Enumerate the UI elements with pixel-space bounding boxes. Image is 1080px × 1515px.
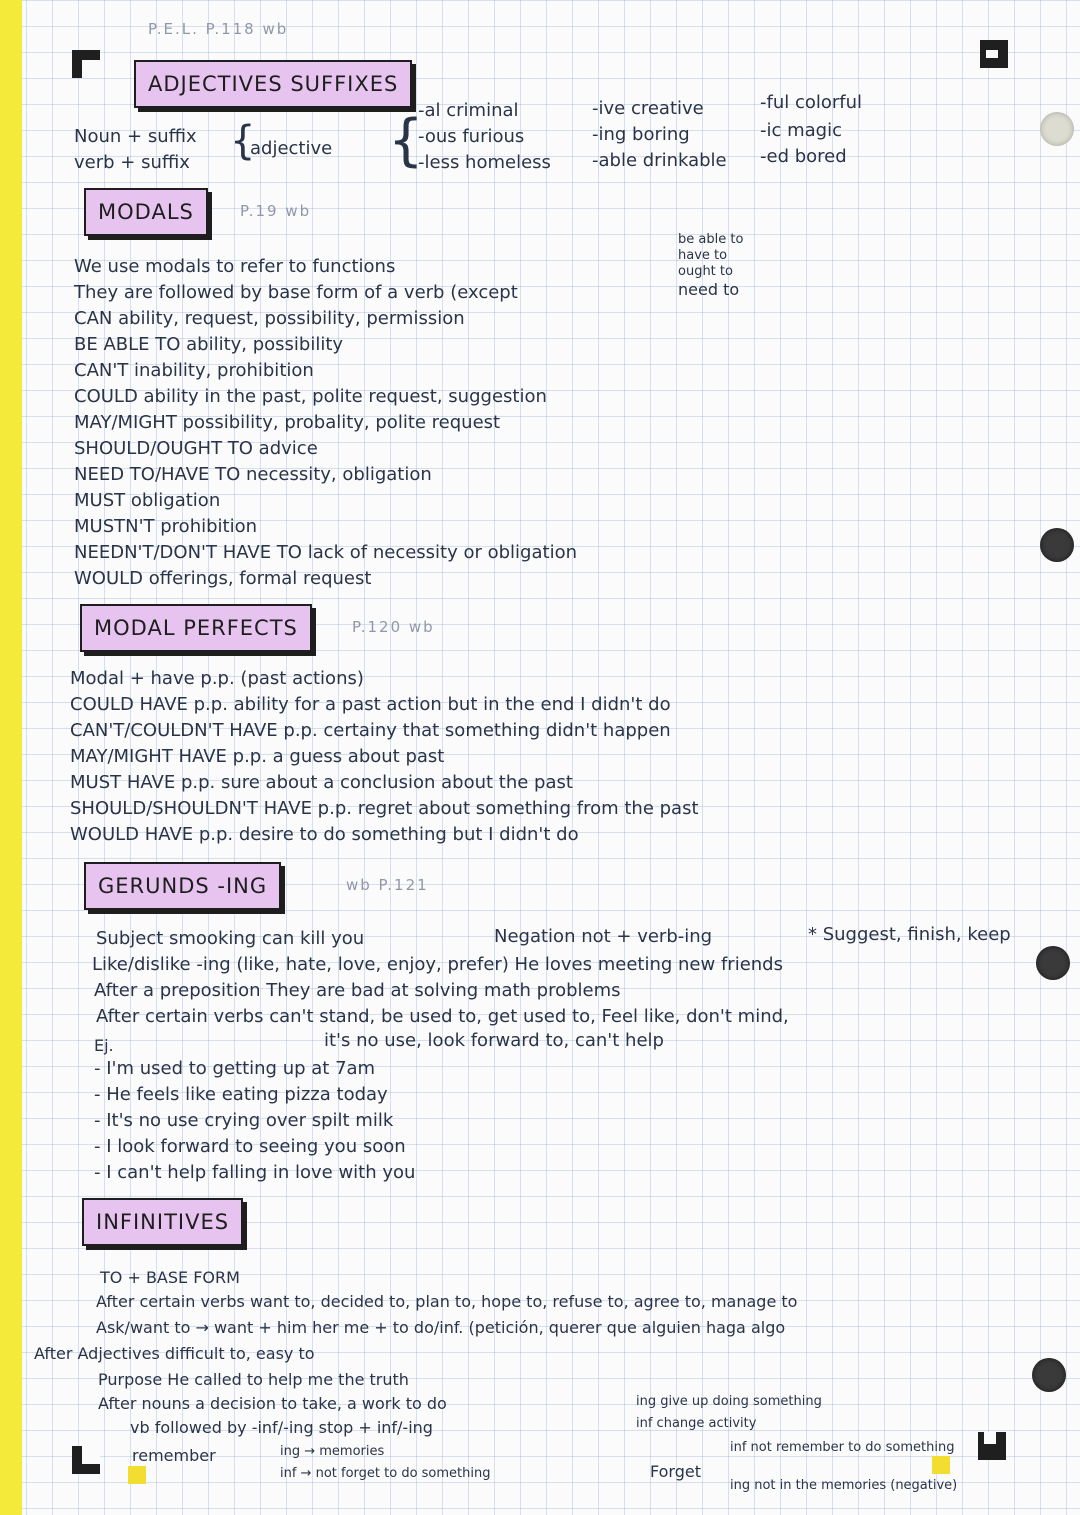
forget-option-ing: ing not in the memories (negative) bbox=[730, 1478, 958, 1493]
gerunds-heading: GERUNDS -ING bbox=[84, 862, 281, 910]
top-pencil-note: P.E.L. P.118 wb bbox=[148, 20, 289, 38]
suffix-col2-row2: -ing boring bbox=[592, 124, 690, 145]
suffix-col3-row1: -ful colorful bbox=[760, 92, 863, 113]
rule-brace: { bbox=[230, 118, 256, 164]
gerunds-example-1: - I'm used to getting up at 7am bbox=[94, 1058, 376, 1079]
gerunds-page-ref: wb P.121 bbox=[346, 876, 429, 894]
modal-perfects-line-7: WOULD HAVE p.p. desire to do something but I didn't do bbox=[70, 824, 579, 845]
modals-line-5: CAN'T inability, prohibition bbox=[74, 360, 314, 381]
suffix-rule-noun: Noun + suffix bbox=[74, 126, 197, 147]
modals-line-7: MAY/MIGHT possibility, probality, polite request bbox=[74, 412, 501, 433]
punch-hole-1 bbox=[1040, 112, 1074, 146]
punch-hole-4 bbox=[1032, 1358, 1066, 1392]
modals-line-6: COULD ability in the past, polite request, suggestion bbox=[74, 386, 547, 407]
modals-line-12: NEEDN'T/DON'T HAVE TO lack of necessity or obligation bbox=[74, 542, 577, 563]
infinitives-line-3: Ask/want to → want + him her me + to do/inf. (petición, querer que alguien haga algo bbox=[96, 1318, 786, 1337]
modals-line-2: They are followed by base form of a verb (except bbox=[74, 282, 518, 303]
modals-page-ref: P.19 wb bbox=[240, 202, 312, 220]
suffix-col1-row3: -less homeless bbox=[418, 152, 551, 173]
infinitives-line-2: After certain verbs want to, decided to, plan to, hope to, refuse to, agree to, manage to bbox=[96, 1292, 798, 1311]
infinitives-line-1: TO + BASE FORM bbox=[100, 1268, 240, 1287]
suffix-col1-row1: -al criminal bbox=[418, 100, 519, 121]
corner-mark-bottom-left bbox=[72, 1446, 100, 1474]
modal-exception-4: need to bbox=[678, 280, 740, 299]
punch-hole-2 bbox=[1040, 528, 1074, 562]
infinitives-line-6: After nouns a decision to take, a work to do bbox=[98, 1394, 447, 1413]
infinitives-heading: INFINITIVES bbox=[82, 1198, 243, 1246]
infinitives-line-8: remember bbox=[132, 1446, 216, 1465]
suffix-rule-verb: verb + suffix bbox=[74, 152, 190, 173]
modals-line-8: SHOULD/OUGHT TO advice bbox=[74, 438, 318, 459]
corner-mark-top-right bbox=[980, 40, 1008, 68]
yellow-sticker-left bbox=[128, 1466, 146, 1484]
modals-line-3: CAN ability, request, possibility, permission bbox=[74, 308, 465, 329]
gerunds-line-3: After certain verbs can't stand, be used to, get used to, Feel like, don't mind, bbox=[96, 1006, 789, 1027]
modals-line-10: MUST obligation bbox=[74, 490, 221, 511]
corner-mark-top-left bbox=[72, 50, 100, 78]
modal-perfects-line-6: SHOULD/SHOULDN'T HAVE p.p. regret about something from the past bbox=[70, 798, 699, 819]
suffix-col1-row2: -ous furious bbox=[418, 126, 525, 147]
forget-option-inf: inf not remember to do something bbox=[730, 1440, 955, 1455]
remember-option-ing: ing → memories bbox=[280, 1444, 385, 1459]
modals-line-13: WOULD offerings, formal request bbox=[74, 568, 372, 589]
gerunds-example-5: - I can't help falling in love with you bbox=[94, 1162, 416, 1183]
stop-option-ing: ing give up doing something bbox=[636, 1394, 822, 1409]
modal-perfects-line-2: COULD HAVE p.p. ability for a past action but in the end I didn't do bbox=[70, 694, 671, 715]
modal-perfects-line-4: MAY/MIGHT HAVE p.p. a guess about past bbox=[70, 746, 445, 767]
punch-hole-3 bbox=[1036, 946, 1070, 980]
modal-perfects-line-3: CAN'T/COULDN'T HAVE p.p. certainy that something didn't happen bbox=[70, 720, 671, 741]
suffix-col2-row3: -able drinkable bbox=[592, 150, 727, 171]
modals-line-9: NEED TO/HAVE TO necessity, obligation bbox=[74, 464, 432, 485]
gerunds-line-4: it's no use, look forward to, can't help bbox=[324, 1030, 664, 1051]
modal-exception-2: have to bbox=[678, 248, 728, 263]
modals-line-1: We use modals to refer to functions bbox=[74, 256, 396, 277]
modal-perfects-page-ref: P.120 wb bbox=[352, 618, 435, 636]
stop-option-inf: inf change activity bbox=[636, 1416, 757, 1431]
gerunds-subject: Subject smooking can kill you bbox=[96, 928, 365, 949]
suffix-col3-row2: -ic magic bbox=[760, 120, 843, 141]
modals-line-11: MUSTN'T prohibition bbox=[74, 516, 258, 537]
infinitives-line-5: Purpose He called to help me the truth bbox=[98, 1370, 409, 1389]
gerunds-line-2: After a preposition They are bad at solving math problems bbox=[94, 980, 621, 1001]
modal-exception-3: ought to bbox=[678, 264, 733, 279]
suffix-brace: { bbox=[388, 108, 424, 173]
modal-perfects-line-1: Modal + have p.p. (past actions) bbox=[70, 668, 364, 689]
gerunds-example-4: - I look forward to seeing you soon bbox=[94, 1136, 406, 1157]
modal-perfects-heading: MODAL PERFECTS bbox=[80, 604, 312, 652]
modal-exception-1: be able to bbox=[678, 232, 744, 247]
remember-option-inf: inf → not forget to do something bbox=[280, 1466, 491, 1481]
corner-mark-bottom-right bbox=[978, 1432, 1006, 1460]
margin-strip bbox=[0, 0, 22, 1515]
adjectives-suffixes-heading: ADJECTIVES SUFFIXES bbox=[134, 60, 412, 108]
suffix-col3-row3: -ed bored bbox=[760, 146, 847, 167]
modal-perfects-line-5: MUST HAVE p.p. sure about a conclusion about the past bbox=[70, 772, 573, 793]
gerunds-examples-label: Ej. bbox=[94, 1036, 114, 1055]
forget-label: Forget bbox=[650, 1462, 701, 1481]
yellow-sticker-right bbox=[932, 1456, 950, 1474]
gerunds-line-1: Like/dislike -ing (like, hate, love, enjoy, prefer) He loves meeting new friends bbox=[92, 954, 783, 975]
modals-heading: MODALS bbox=[84, 188, 208, 236]
infinitives-line-4: After Adjectives difficult to, easy to bbox=[34, 1344, 315, 1363]
gerunds-example-2: - He feels like eating pizza today bbox=[94, 1084, 388, 1105]
gerunds-star-note: * Suggest, finish, keep bbox=[808, 924, 1011, 945]
suffix-col2-row1: -ive creative bbox=[592, 98, 704, 119]
gerunds-example-3: - It's no use crying over spilt milk bbox=[94, 1110, 394, 1131]
modals-line-4: BE ABLE TO ability, possibility bbox=[74, 334, 344, 355]
infinitives-line-7: vb followed by -inf/-ing stop + inf/-ing bbox=[130, 1418, 433, 1437]
suffix-rule-result: adjective bbox=[250, 138, 333, 159]
gerunds-negation: Negation not + verb-ing bbox=[494, 926, 713, 947]
